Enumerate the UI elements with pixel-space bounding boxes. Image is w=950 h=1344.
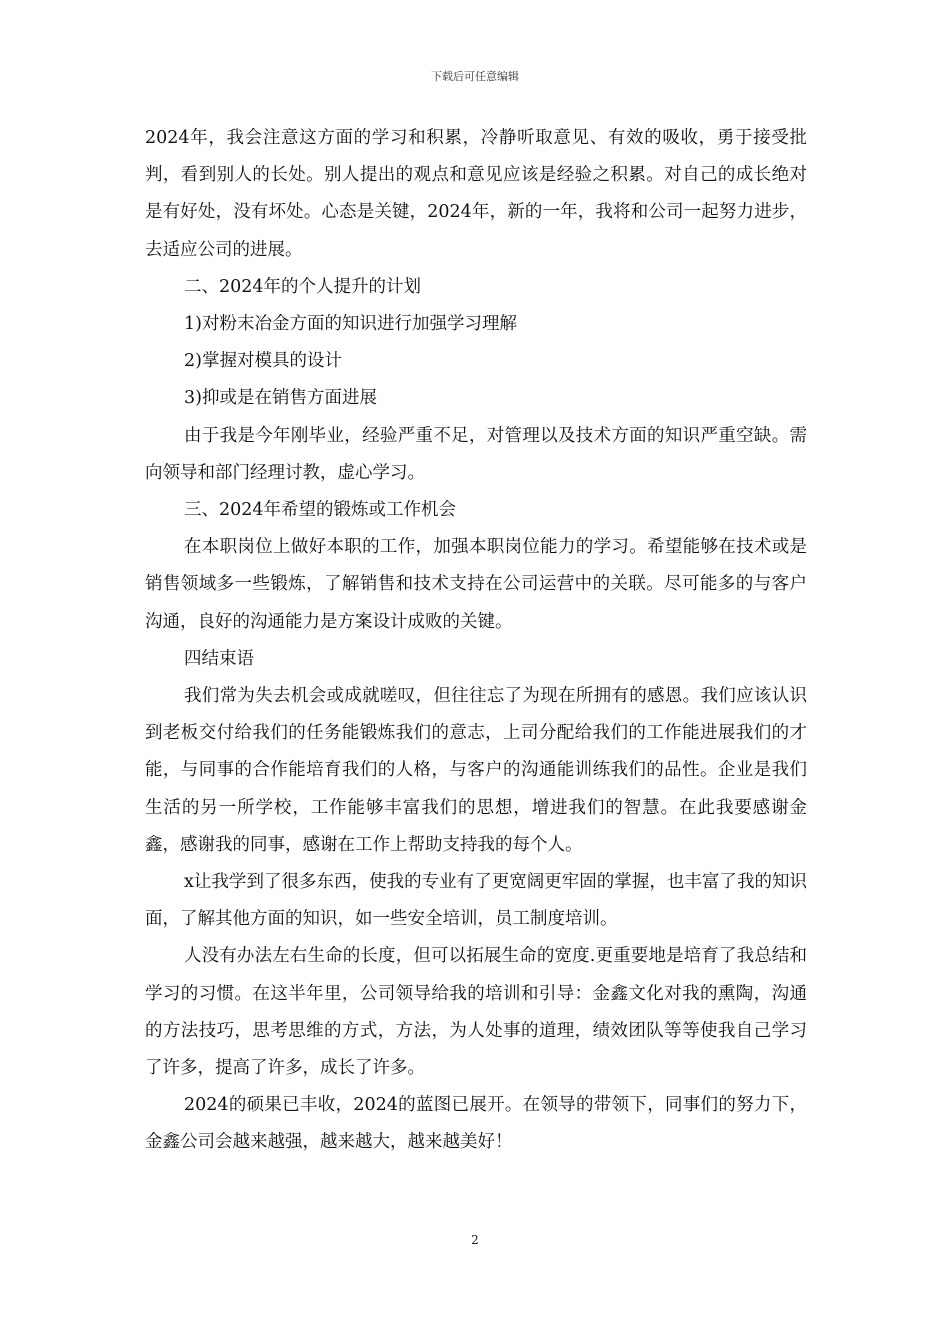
paragraph: 2024的硕果已丰收，2024的蓝图已展开。在领导的带领下，同事们的努力下，金鑫公司会越来越强，越来越大，越来越美好！ — [145, 1095, 807, 1153]
paragraph: 在本职岗位上做好本职的工作，加强本职岗位能力的学习。希望能够在技术或是销售领域多一些锻炼，了解销售和技术支持在公司运营中的关联。尽可能多的与客户沟通，良好的沟通能力是方案设计成败的关键。 — [145, 537, 807, 632]
list-item: 3)抑或是在销售方面进展 — [184, 388, 377, 409]
paragraph: 由于我是今年刚毕业，经验严重不足，对管理以及技术方面的知识严重空缺。需向领导和部门经理讨教，虚心学习。 — [145, 425, 807, 483]
paragraph: 人没有办法左右生命的长度，但可以拓展生命的宽度.更重要地是培育了我总结和学习的习惯。在这半年里，公司领导给我的培训和引导：金鑫文化对我的熏陶，沟通的方法技巧，思考思维的方式，方法，为人处事的道理，绩效团队等等使我自己学习了许多，提高了许多，成长了许多。 — [145, 946, 807, 1079]
page-number: 2 — [471, 1233, 479, 1247]
section-heading: 二、2024年的个人提升的计划 — [184, 276, 422, 297]
paragraph: 我们常为失去机会或成就嗟叹，但往往忘了为现在所拥有的感恩。我们应该认识到老板交付给我们的任务能锻炼我们的意志，上司分配给我们的工作能进展我们的才能，与同事的合作能培育我们的人格，与客户的沟通能训练我们的品性。企业是我们生活的另一所学校，工作能够丰富我们的思想，增进我们的智慧。在此我要感谢金鑫，感谢我的同事，感谢在工作上帮助支持我的每个人。 — [145, 686, 807, 855]
section-heading: 四结束语 — [184, 648, 254, 669]
list-item: 1)对粉末冶金方面的知识进行加强学习理解 — [184, 314, 517, 335]
document-body — [145, 120, 807, 1162]
page-header: 下载后可任意编辑 — [431, 70, 519, 83]
paragraph: 2024年，我会注意这方面的学习和积累，冷静听取意见、有效的吸收，勇于接受批判，看到别人的长处。别人提出的观点和意见应该是经验之积累。对自己的成长绝对是有好处，没有坏处。心态是关键，2024年，新的一年，我将和公司一起努力进步，去适应公司的进展。 — [145, 128, 807, 260]
list-item: 2)掌握对模具的设计 — [184, 351, 342, 372]
paragraph: x让我学到了很多东西，使我的专业有了更宽阔更牢固的掌握，也丰富了我的知识面，了解其他方面的知识，如一些安全培训，员工制度培训。 — [145, 872, 807, 930]
section-heading: 三、2024年希望的锻炼或工作机会 — [184, 500, 457, 521]
